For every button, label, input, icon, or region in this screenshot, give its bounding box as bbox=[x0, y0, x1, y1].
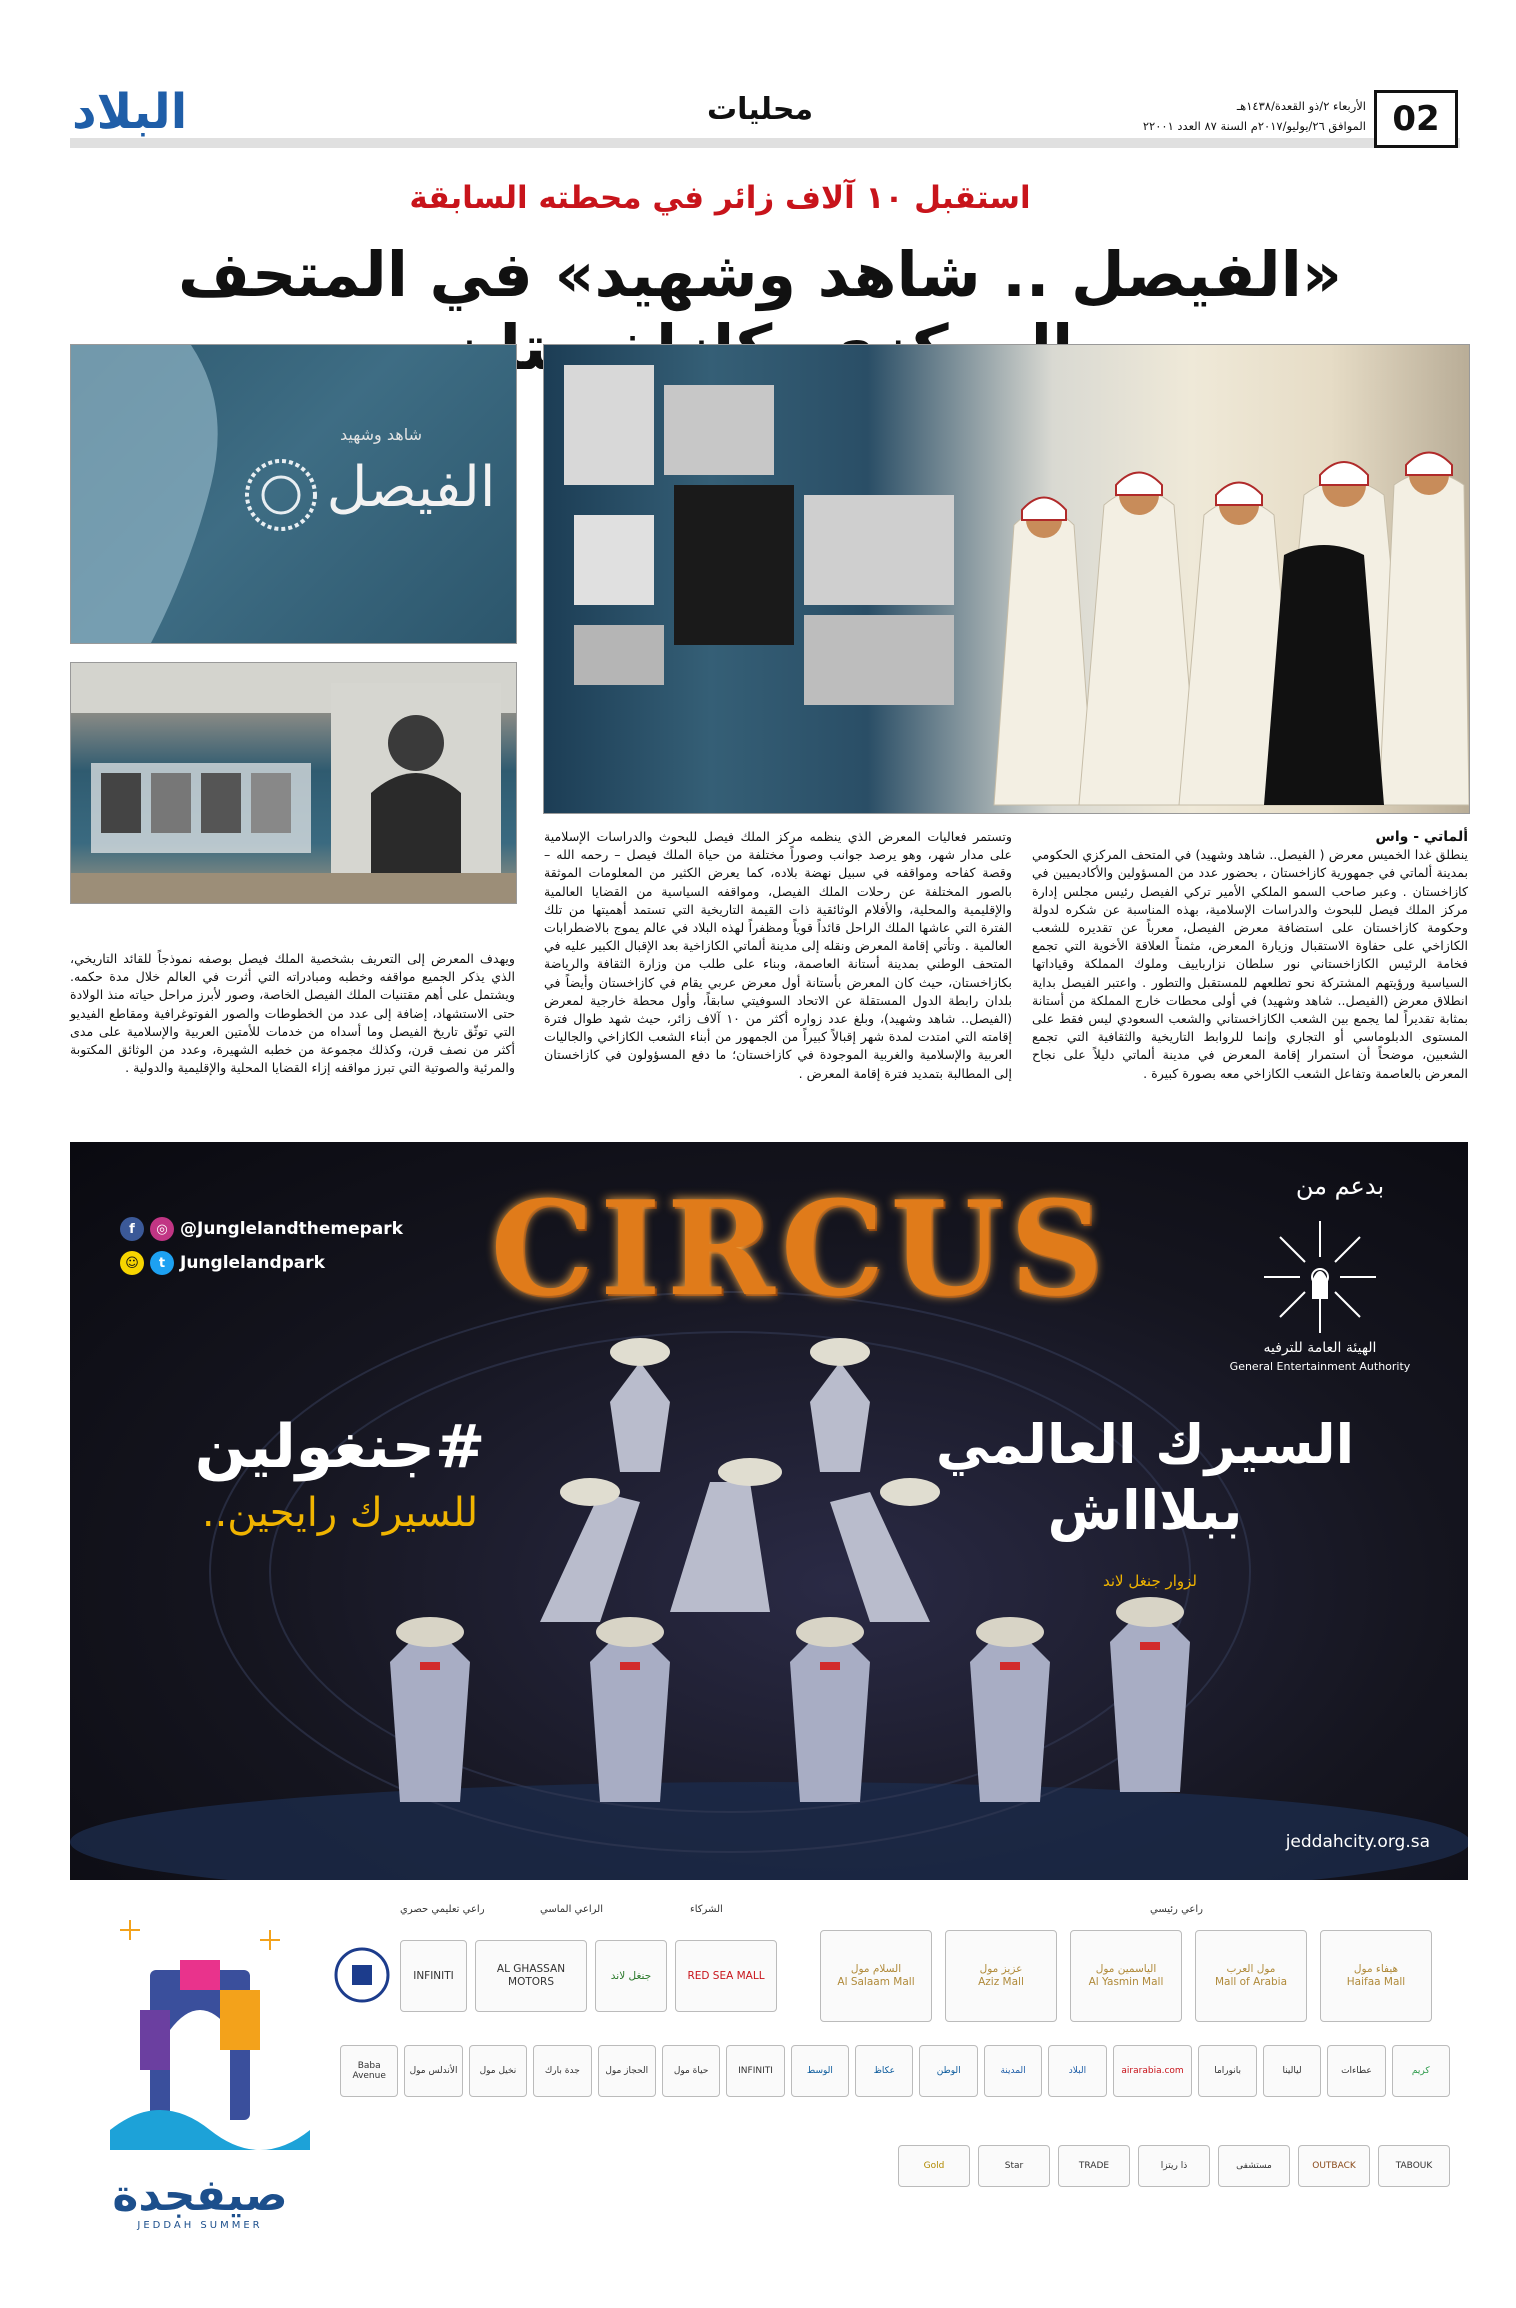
page-number: 02 bbox=[1374, 90, 1458, 148]
social-handles bbox=[120, 1212, 403, 1280]
sponsor-row3-3: مستشفى bbox=[1218, 2145, 1290, 2187]
exhibition-logo-title: الفيصل bbox=[326, 455, 496, 520]
exhibition-hall-photo bbox=[70, 662, 517, 904]
sponsor-row2-8: الوطن bbox=[919, 2045, 977, 2097]
sponsor-row2-13: الحجاز مول bbox=[598, 2045, 656, 2097]
sponsor-row2-11: INFINITI bbox=[726, 2045, 784, 2097]
circus-free-line-2: ببلاااش bbox=[1047, 1479, 1243, 1542]
twitter-icon: t bbox=[150, 1251, 174, 1275]
exhibition-hall-illustration bbox=[71, 663, 516, 903]
website-link[interactable]: jeddahcity.org.sa bbox=[1285, 1832, 1430, 1852]
sponsor-row2-15: نخيل مول bbox=[469, 2045, 527, 2097]
hashtag-subtitle: للسيرك رايحين.. bbox=[201, 1490, 479, 1536]
mall-5-arabic: السلام مول bbox=[850, 1963, 902, 1975]
date-gregorian: الموافق ٢٦/يوليو/٢٠١٧م السنة ٨٧ العدد ٢٢٠٠١ bbox=[1142, 119, 1366, 133]
sponsor-row2-16: الأندلس مول bbox=[404, 2045, 462, 2097]
mall-1-english: Haifaa Mall bbox=[1346, 1976, 1406, 1988]
snapchat-handle: Junglelandpark bbox=[180, 1253, 325, 1273]
mall-2-arabic: مول العرب bbox=[1226, 1963, 1276, 1975]
instagram-icon: ◎ bbox=[150, 1217, 174, 1241]
circus-title: CIRCUS bbox=[490, 1172, 1110, 1325]
mall-3-arabic: الياسمين مول bbox=[1095, 1963, 1157, 1975]
sponsor-mall-4 bbox=[945, 1930, 1057, 2022]
sponsor-row2-2: عطاءات bbox=[1327, 2045, 1385, 2097]
partner-al-ghassan-motors: AL GHASSAN MOTORS bbox=[475, 1940, 587, 2012]
article-column-middle: وتستمر فعاليات المعرض الذي ينظمه مركز الملك فيصل للبحوث والدراسات الإسلامية على مدار شهر، وهو يرصد جوانب وصوراً مختلفة من حياة الملك فيصل – رحمه الله – وقصة كفاحه ومواقفه في سبيل نهضة بلاده، كما يعرض الكثير من المعلومات الموثقة بالصور المختلفة عن رحلات الملك الفيصل، ومواقفه السياسية من القضايا العالمية والإقليمية والمحلية، والأفلام الوثائقية ذات القيمة التاريخية التي تستمد أهميتها من تلك الفترة التي عاشها الملك الراحل قائداً قوياً ومظفراً لهذه البلاد في عالم يموج بالاضطرابات العالمية . وتأتي إقامة المعرض ونقله إلى مدينة ألماتي الكازاخية بعد الإقبال الكبير عليه في المتحف الوطني بمدينة أستانة العاصمة، وبناء على طلب من وزارة الثقافة والرياضة بكازاخستان، حيث كان المعرض بأستانة أول معرض عربي يقام في كازاخستان وأيضاً في بلدان رابطة الدول المستقلة عن الاتحاد السوفيتي سابقاً، وأول محطة خارجية لمعرض (الفيصل.. شاهد وشهيد)، وبلغ عدد زواره أكثر من ١٠ آلاف زائر، حيث شهد طوال فترة إقامته التي امتدت لمدة شهر إقبالاً كبيراً من الجمهور من أبناء الشعب الكازاخي والجاليات العربية والإسلامية والغربية الموجودة في كازاخستان؛ ما دفع المسؤولون في كازاخستان إلى المطالبة بتمديد فترة إقامة المعرض . bbox=[544, 829, 1012, 1081]
mall-2-english: Mall of Arabia bbox=[1214, 1976, 1288, 1988]
header-rule bbox=[70, 138, 1460, 148]
sponsor-row3-2: OUTBACK bbox=[1298, 2145, 1370, 2187]
instagram-handle: @Junglelandthemepark bbox=[180, 1219, 403, 1239]
sponsor-row3-4: ذا ريتزا bbox=[1138, 2145, 1210, 2187]
article-column-left: ويهدف المعرض إلى التعريف بشخصية الملك فيصل بوصفه نموذجاً للقائد التاريخي، الذي يذكر الجميع مواقفه وخطبه ومبادراته التي أثرت في العالم خلال مدة حكمه. ويشتمل على أهم مقتنيات الملك الفيصل الخاصة، وصور لأبرز مراحل حياته منذ الولادة حتى الاستشهاد، إضافة إلى عدد من الخطوطات والصور الفوتوغرافية ومقاطع الفيديو التي توثّق تاريخ الفيصل وما أسداه من خدمات للأمتين العربية والإسلامية على مدى أكثر من نصف قرن، وكذلك مجموعة من خطبه الشهيرة، وعدد من الوثائق المكتوبة والمرئية والصوتية التي تبرز مواقفه إزاء القضايا المحلية والإقليمية والدولية . bbox=[70, 951, 515, 1076]
date-hijri: الأربعاء ٢/ذو القعدة/١٤٣٨هـ bbox=[1236, 99, 1366, 113]
sponsor-row2-14: جدة بارك bbox=[533, 2045, 591, 2097]
jeddah-summer-logo-icon bbox=[90, 1900, 310, 2170]
section-title: محليات bbox=[706, 92, 814, 127]
visitors-note: لزوار جنغل لاند bbox=[1102, 1572, 1198, 1590]
sponsor-mall-2 bbox=[1195, 1930, 1307, 2022]
sponsor-mall-1 bbox=[1320, 1930, 1432, 2022]
sponsors-area bbox=[70, 1880, 1468, 2308]
sponsor-row2-4: بانوراما bbox=[1198, 2045, 1256, 2097]
exhibition-logo-photo bbox=[70, 344, 517, 644]
partners-label: الشركاء bbox=[690, 1904, 723, 1915]
sponsor-row2-7: المدينة bbox=[984, 2045, 1042, 2097]
sponsor-row3-1: TABOUK bbox=[1378, 2145, 1450, 2187]
social-instagram-row bbox=[120, 1212, 403, 1246]
mall-5-english: Al Salaam Mall bbox=[837, 1976, 915, 1988]
exhibition-logo-subtitle: شاهد وشهيد bbox=[340, 425, 422, 444]
sponsor-row2-3: ليالينا bbox=[1263, 2045, 1321, 2097]
article-column-right bbox=[1032, 828, 1468, 1083]
circus-free-headline bbox=[920, 1412, 1370, 1544]
facebook-icon: f bbox=[120, 1217, 144, 1241]
partner-jungleland: جنغل لاند bbox=[595, 1940, 667, 2012]
snapchat-icon: ☺ bbox=[120, 1251, 144, 1275]
education-sponsor-emblem-icon bbox=[332, 1940, 392, 2010]
gea-name-english: General Entertainment Authority bbox=[1229, 1360, 1411, 1373]
sponsor-row3-7: Gold bbox=[898, 2145, 970, 2187]
sponsors-row-2 bbox=[340, 2045, 1450, 2105]
article-byline: ألماتي - واس bbox=[1375, 829, 1468, 845]
date-block bbox=[1106, 96, 1366, 136]
exhibition-visit-photo bbox=[543, 344, 1470, 814]
jeddah-summer-subtitle: JEDDAH SUMMER bbox=[137, 2220, 263, 2231]
gea-name-arabic: الهيئة العامة للترفيه bbox=[1263, 1340, 1377, 1356]
supported-by-label: بدعم من bbox=[1295, 1172, 1385, 1200]
sponsor-row2-17: Baba Avenue bbox=[340, 2045, 398, 2097]
gea-emblem-icon bbox=[1260, 1217, 1380, 1337]
mall-1-arabic: هيفاء مول bbox=[1353, 1963, 1399, 1975]
sponsors-row-3 bbox=[400, 2145, 1450, 2195]
circus-poster bbox=[70, 1142, 1468, 1880]
mall-3-english: Al Yasmin Mall bbox=[1088, 1976, 1164, 1988]
article-text-right: ينطلق غدا الخميس معرض ( الفيصل.. شاهد وشهيد) في المتحف المركزي الحكومي بمدينة ألماتي في جمهورية كازاخستان ، بحضور عدد من المسؤولين والأكاديميين في كازاخستان . وعبر صاحب السمو الملكي الأمير تركي الفيصل رئيس مجلس إدارة مركز الملك فيصل للبحوث والدراسات الإسلامية، بهذه المناسبة عن شكره لدولة وحكومة كازاخستان على استضافة معرض الفيصل، معرباً عن تقديره للشعب الكازاخي على حفاوة الاستقبال وزيارة المعرض، مثمناً العلاقة الأخوية التي تجمع فخامة الرئيس الكازاخستاني نور سلطان نزارباييف وملوك المملكة وقياداتها السياسية ورؤيتهم المشتركة نحو تطلعهم للمستقبل والتطور . واعتبر الفيصل بداية انطلاق معرض (الفيصل.. شاهد وشهيد) في أولى محطات خارج المملكة من أستانة بمثابة تقديراً لما يجمع بين الشعب الكازاخستاني والشعب السعودي ليس فقط على المستوى الدبلوماسي أو التجاري وإنما للروابط التاريخية والثقافية التي تجمع الشعبين، موضحاً أن استمرار إقامة المعرض في مدينة ألماتي دليلاً على نجاح المعرض بالعاصمة وتفاعل الشعب الكازاخي معه بصورة كبيرة . bbox=[1032, 847, 1468, 1081]
sponsor-row2-6: البلاد bbox=[1048, 2045, 1106, 2097]
sponsor-row3-6: Star bbox=[978, 2145, 1050, 2187]
jeddah-summer-title: صيفجدة bbox=[112, 2170, 288, 2221]
hashtag: #جنغولين bbox=[194, 1412, 486, 1482]
exclusive-sponsor-label: راعي تعليمي حصري bbox=[400, 1904, 485, 1915]
diamond-sponsor-label: الراعي الماسي bbox=[540, 1904, 603, 1915]
article-headline: «الفيصل .. شاهد وشهيد» في المتحف bbox=[178, 238, 1342, 311]
sponsor-row2-1: كريم bbox=[1392, 2045, 1450, 2097]
circus-free-line-1: السيرك العالمي bbox=[935, 1413, 1355, 1476]
partner-infiniti: INFINITI bbox=[400, 1940, 467, 2012]
sponsor-row3-5: TRADE bbox=[1058, 2145, 1130, 2187]
circus-advertisement bbox=[70, 1142, 1468, 2308]
exhibition-visit-illustration bbox=[544, 345, 1469, 813]
main-sponsor-label: راعي رئيسي bbox=[1150, 1904, 1203, 1915]
sponsor-row2-10: الوسط bbox=[791, 2045, 849, 2097]
mall-4-english: Aziz Mall bbox=[978, 1976, 1024, 1988]
social-snapchat-row bbox=[120, 1246, 403, 1280]
sponsor-mall-3 bbox=[1070, 1930, 1182, 2022]
sponsor-row2-5: airarabia.com bbox=[1113, 2045, 1193, 2097]
article-kicker: استقبل ١٠ آلاف زائر في محطته السابقة bbox=[409, 180, 1031, 216]
mall-4-arabic: عزيز مول bbox=[979, 1963, 1023, 1975]
partner-red-sea-mall: RED SEA MALL bbox=[675, 1940, 777, 2012]
newspaper-logo: البلاد bbox=[72, 84, 188, 140]
sponsor-mall-5 bbox=[820, 1930, 932, 2022]
sponsor-row2-9: عكاظ bbox=[855, 2045, 913, 2097]
sponsor-row2-12: حياة مول bbox=[662, 2045, 720, 2097]
